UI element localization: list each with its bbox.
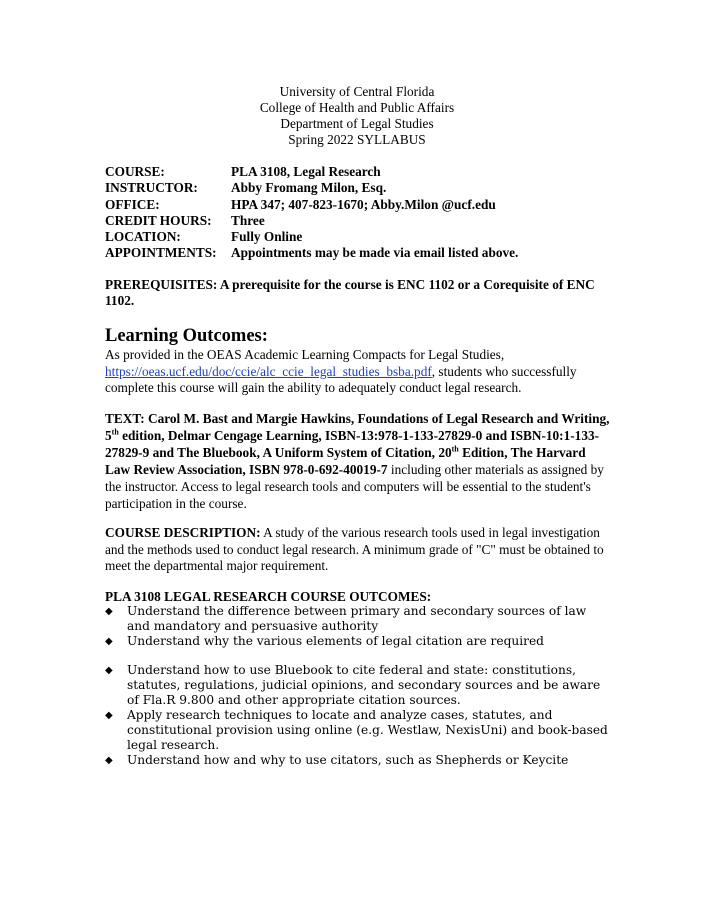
textbook-section xyxy=(105,410,610,512)
textbook-bold-b: edition, Delmar Cengage Learning, ISBN-13:978-1-133-27829-0 and ISBN-10:1-133-27829-9 and The Bluebook, A Uniform System of Citation, 20 xyxy=(105,428,600,460)
course-info xyxy=(105,164,518,262)
info-row-course xyxy=(105,164,518,180)
list-item xyxy=(105,663,610,708)
semester-title: Spring 2022 SYLLABUS xyxy=(288,132,426,147)
outcome-text: Understand how and why to use citators, such as Shepherds or Keycite xyxy=(127,753,569,767)
college-name: College of Health and Public Affairs xyxy=(259,100,455,115)
info-row-office xyxy=(105,197,518,213)
document-header xyxy=(0,84,714,148)
university-name: University of Central Florida xyxy=(279,84,435,99)
course-description-label: COURSE DESCRIPTION: xyxy=(105,525,261,540)
info-value: Appointments may be made via email listed above. xyxy=(231,245,519,261)
course-outcomes-title: PLA 3108 LEGAL RESEARCH COURSE OUTCOMES: xyxy=(105,589,432,604)
diamond-bullet-icon: ◆ xyxy=(105,755,113,766)
course-outcomes-list xyxy=(105,604,610,768)
info-row-credit-hours xyxy=(105,213,518,229)
diamond-bullet-icon: ◆ xyxy=(105,636,113,647)
textbook-bold-c: Edition, The Harvard Law Review Association, ISBN 978-0-692-40019-7 xyxy=(105,445,586,477)
outcome-text: Apply research techniques to locate and analyze cases, statutes, and constitutional provision using online (e.g. Westlaw, NexisUni) and book-based legal research. xyxy=(127,708,608,752)
diamond-bullet-icon: ◆ xyxy=(105,606,113,617)
info-row-instructor xyxy=(105,180,518,196)
info-row-appointments xyxy=(105,245,518,261)
info-label: INSTRUCTOR: xyxy=(105,180,198,196)
info-label: OFFICE: xyxy=(105,196,160,212)
department-name: Department of Legal Studies xyxy=(280,116,434,131)
info-row-location xyxy=(105,229,518,245)
outcome-text: Understand how to use Bluebook to cite federal and state: constitutions, statutes, regulations, judicial opinions, and secondary sources and be aware of Fla.R 9.800 and other appropriate citation sources. xyxy=(127,663,601,707)
list-item xyxy=(105,753,610,768)
info-value: PLA 3108, Legal Research xyxy=(231,164,381,179)
course-description xyxy=(105,525,605,575)
superscript-th: th xyxy=(451,444,459,454)
info-value: Abby Fromang Milon, Esq. xyxy=(231,180,387,196)
info-value: Three xyxy=(231,212,265,228)
learning-outcomes-intro: As provided in the OEAS Academic Learning Compacts for Legal Studies, xyxy=(105,347,505,362)
learning-outcomes-text xyxy=(105,347,610,397)
outcome-text: Understand the difference between primary and secondary sources of law and mandatory and persuasive authority xyxy=(127,604,587,633)
superscript-th: th xyxy=(111,427,119,437)
info-value: Fully Online xyxy=(231,229,303,245)
course-description-text: A study of the various research tools used in legal investigation and the methods used to conduct legal research. A minimum grade of "C" must be obtained to meet the departmental major requirement. xyxy=(105,525,604,573)
learning-outcomes-heading: Learning Outcomes: xyxy=(105,326,268,346)
textbook-normal: including other materials as assigned by the instructor. Access to legal research tools and computers will be essential to the student's participation in the course. xyxy=(105,462,604,511)
textbook-bold-a: TEXT: Carol M. Bast and Margie Hawkins, Foundations of Legal Research and Writing, 5 xyxy=(105,411,610,443)
list-item xyxy=(105,708,610,753)
diamond-bullet-icon: ◆ xyxy=(105,710,113,721)
list-item xyxy=(105,604,610,634)
learning-outcomes-rest: , students who successfully complete this course will gain the ability to adequately conduct legal research. xyxy=(105,363,577,395)
info-label: APPOINTMENTS: xyxy=(105,245,217,261)
prerequisites: PREREQUISITES: A prerequisite for the course is ENC 1102 or a Corequisite of ENC 1102. xyxy=(105,277,595,308)
diamond-bullet-icon: ◆ xyxy=(105,665,113,676)
info-label: LOCATION: xyxy=(105,229,181,245)
info-label: COURSE: xyxy=(105,164,165,179)
outcome-text: Understand why the various elements of legal citation are required xyxy=(127,634,544,648)
list-item xyxy=(105,634,610,649)
oeas-link[interactable]: https://oeas.ucf.edu/doc/ccie/alc_ccie_legal_studies_bsba.pdf xyxy=(105,363,432,379)
info-value: HPA 347; 407-823-1670; Abby.Milon @ucf.edu xyxy=(231,196,496,212)
info-label: CREDIT HOURS: xyxy=(105,212,212,228)
